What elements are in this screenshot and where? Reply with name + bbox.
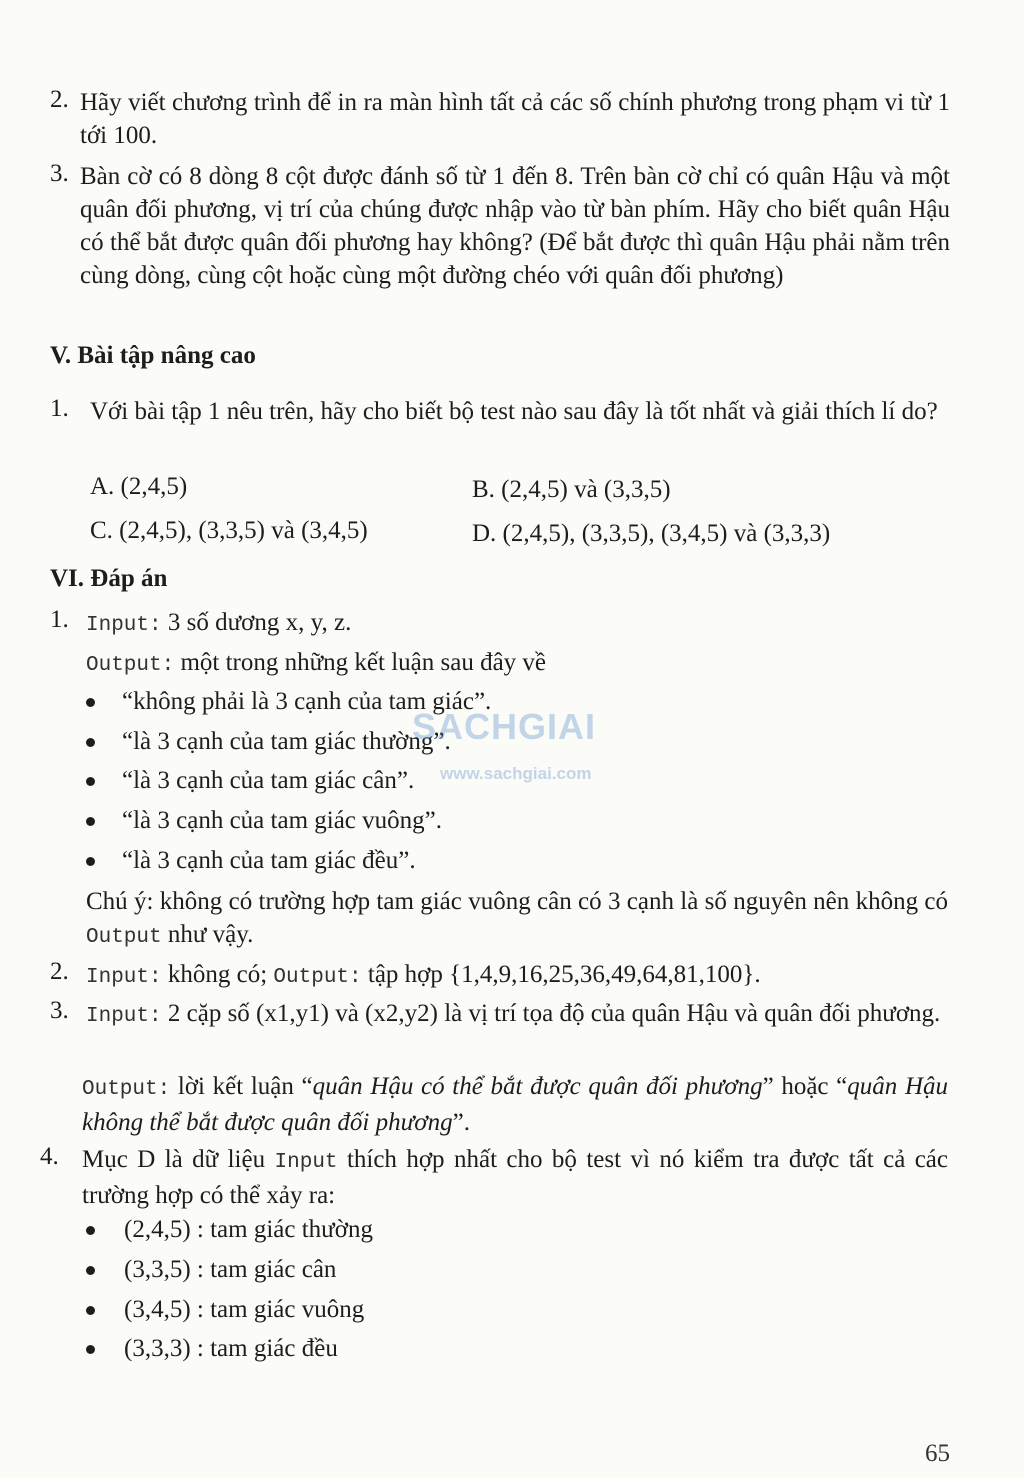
section-heading: VI. Đáp án bbox=[50, 565, 168, 592]
answer-3-input: Input: 2 cặp số (x1,y1) và (x2,y2) là vị trí tọa độ của quân Hậu và quân đối phương. bbox=[86, 1000, 941, 1028]
bullet-icon bbox=[86, 817, 95, 826]
list-item: (2,4,5) : tam giác thường bbox=[124, 1216, 373, 1243]
answer-2: Input: không có; Output: tập hợp {1,4,9,16,25,36,49,64,81,100}. bbox=[86, 961, 761, 989]
option-a: A. (2,4,5) bbox=[90, 473, 188, 500]
list-item: “là 3 cạnh của tam giác vuông”. bbox=[122, 807, 442, 834]
bullet-icon bbox=[86, 738, 95, 747]
question-number: 1. bbox=[50, 395, 69, 422]
page-number: 65 bbox=[925, 1440, 950, 1467]
answer-3-output: Output: lời kết luận “quân Hậu có thể bắt được quân đối phương” hoặc “quân Hậu không thể bắt được quân đối phương”. bbox=[82, 1073, 949, 1136]
option-d: D. (2,4,5), (3,3,5), (3,4,5) và (3,3,3) bbox=[472, 520, 831, 547]
bullet-icon bbox=[86, 857, 95, 866]
list-item: (3,3,3) : tam giác đều bbox=[124, 1335, 338, 1362]
question-text: Với bài tập 1 nêu trên, hãy cho biết bộ test nào sau đây là tốt nhất và giải thích lí do? bbox=[90, 398, 938, 425]
option-c: C. (2,4,5), (3,3,5) và (3,4,5) bbox=[90, 517, 368, 544]
answer-number: 4. bbox=[40, 1143, 59, 1170]
list-item: “là 3 cạnh của tam giác đều”. bbox=[122, 847, 416, 874]
answer-1-output bbox=[86, 646, 546, 682]
item-number: 2. bbox=[50, 86, 69, 113]
bullet-icon bbox=[86, 1345, 95, 1354]
input-text: 3 số dương x, y, z. bbox=[161, 609, 352, 636]
answer-number: 3. bbox=[50, 997, 69, 1024]
list-item: “là 3 cạnh của tam giác thường”. bbox=[122, 728, 451, 755]
section-heading: V. Bài tập nâng cao bbox=[50, 342, 256, 369]
output-keyword: Output: bbox=[82, 1078, 171, 1101]
list-item: “không phải là 3 cạnh của tam giác”. bbox=[122, 688, 492, 715]
answer-1-input bbox=[86, 606, 351, 642]
answer-number: 1. bbox=[50, 606, 69, 633]
bullet-icon bbox=[86, 1266, 95, 1275]
bullet-icon bbox=[86, 1226, 95, 1235]
bullet-icon bbox=[86, 698, 95, 707]
item-text: Bàn cờ có 8 dòng 8 cột được đánh số từ 1 đến 8. Trên bàn cờ chỉ có quân Hậu và một quân đối phương, vị trí của chúng được nhập vào từ bàn phím. Hãy cho biết quân Hậu có thể bắt được quân đối phương hay không? (Để bắt được thì quân Hậu phải nằm trên cùng dòng, cùng cột hoặc cùng một đường chéo với quân đối phương) bbox=[80, 163, 950, 289]
output-text: một trong những kết luận sau đây về bbox=[174, 649, 547, 676]
watermark bbox=[412, 702, 652, 792]
output-keyword: Output bbox=[86, 926, 162, 949]
input-keyword: Input: bbox=[86, 1005, 162, 1028]
item-text: Hãy viết chương trình để in ra màn hình tất cả các số chính phương trong phạm vi từ 1 tới 100. bbox=[80, 89, 950, 149]
list-item: “là 3 cạnh của tam giác cân”. bbox=[122, 767, 415, 794]
list-item: (3,4,5) : tam giác vuông bbox=[124, 1296, 365, 1323]
watermark-logo: SACHGIAI bbox=[412, 706, 597, 747]
input-keyword: Input: bbox=[86, 966, 162, 989]
answer-4: Mục D là dữ liệu Input thích hợp nhất cho bộ test vì nó kiểm tra được tất cả các trường hợp có thể xảy ra: bbox=[82, 1146, 948, 1209]
input-keyword: Input bbox=[274, 1151, 338, 1174]
list-item: (3,3,5) : tam giác cân bbox=[124, 1256, 337, 1283]
output-keyword: Output: bbox=[86, 654, 175, 677]
bullet-icon bbox=[86, 777, 95, 786]
output-keyword: Output: bbox=[273, 966, 362, 989]
watermark-url: www.sachgiai.com bbox=[440, 764, 592, 783]
bullet-icon bbox=[86, 1306, 95, 1315]
answer-1-note: Chú ý: không có trường hợp tam giác vuông cân có 3 cạnh là số nguyên nên không có Output như vậy. bbox=[86, 888, 948, 949]
option-b: B. (2,4,5) và (3,3,5) bbox=[472, 476, 671, 503]
item-number: 3. bbox=[50, 160, 69, 187]
input-keyword: Input: bbox=[86, 614, 162, 637]
answer-number: 2. bbox=[50, 958, 69, 985]
